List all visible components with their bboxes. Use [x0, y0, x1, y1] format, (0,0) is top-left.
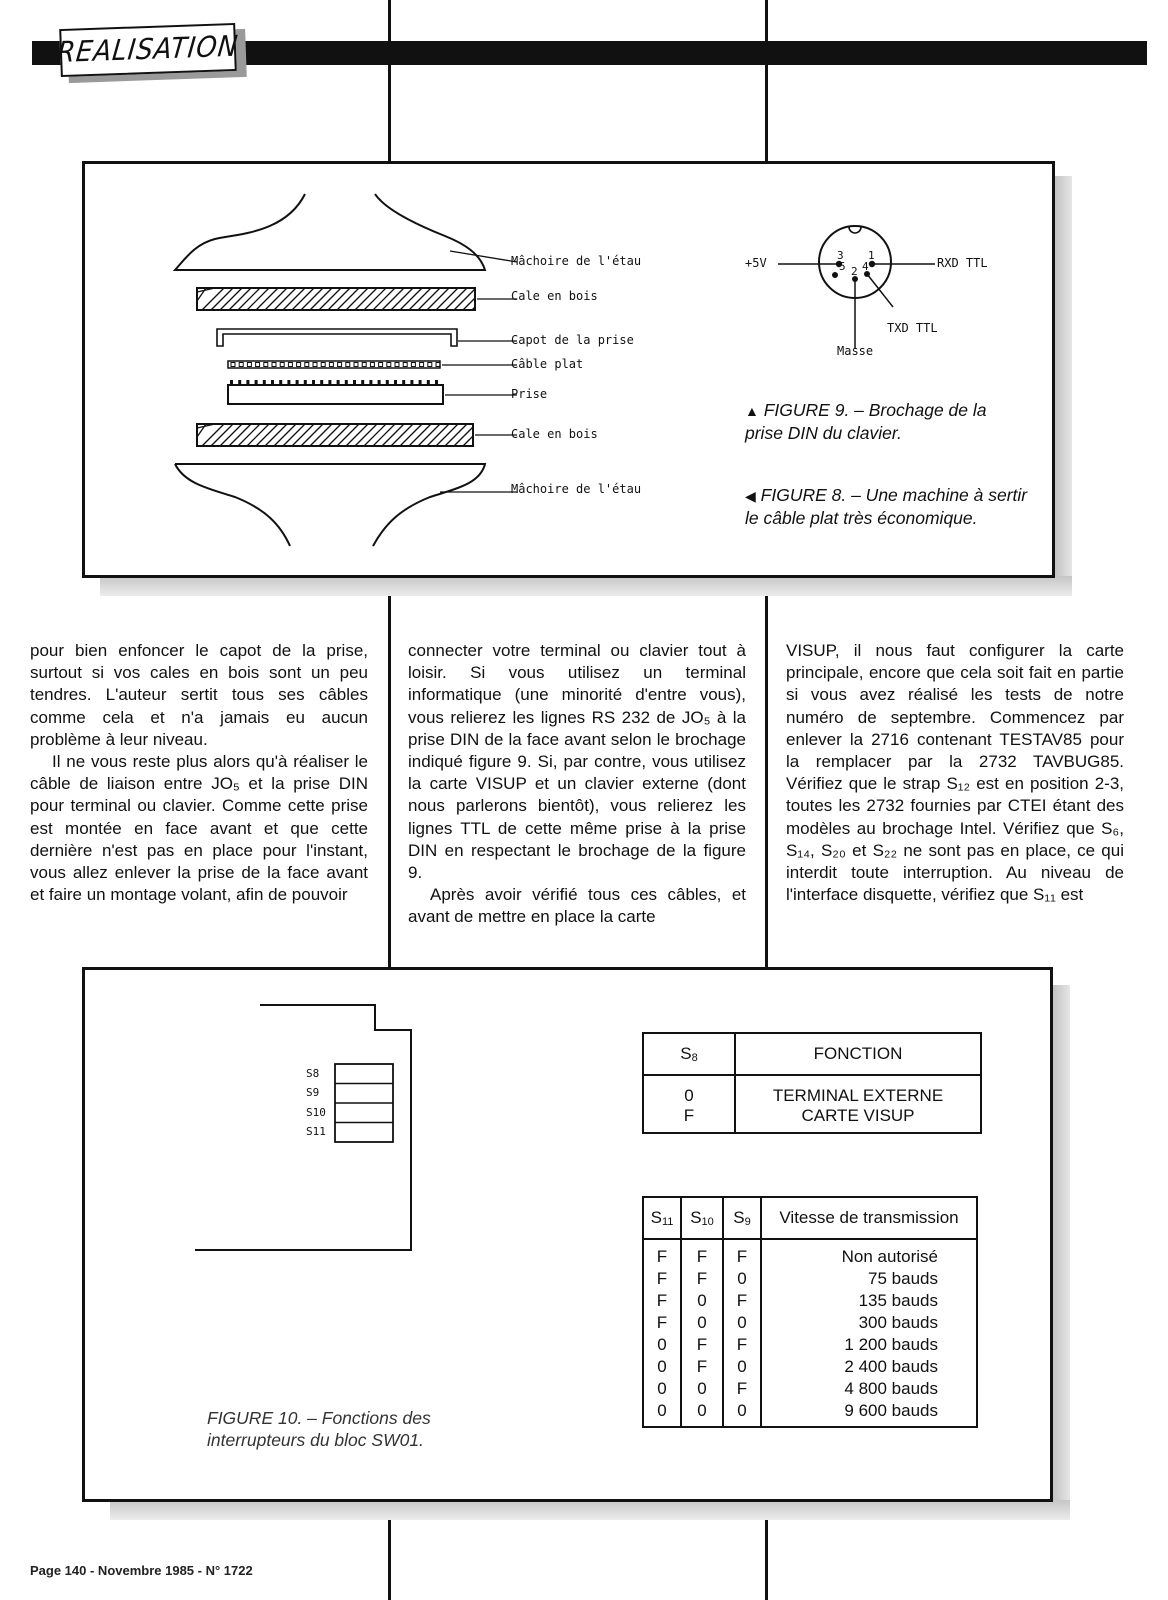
cell-s9: F: [723, 1378, 761, 1400]
switch-block-sw01: [335, 1064, 393, 1142]
cell-speed: 300 bauds: [761, 1312, 977, 1334]
cell-s11: F: [643, 1290, 681, 1312]
table-row: [643, 1268, 977, 1290]
cell-s11: 0: [643, 1356, 681, 1378]
label-cover: Capot de la prise: [511, 333, 634, 347]
cell-function: CARTE VISUP: [735, 1106, 981, 1133]
cell-s11: F: [643, 1239, 681, 1268]
vise-jaw-top: [175, 194, 485, 270]
figure-box-shadow-right: [1052, 176, 1072, 596]
figure-9-caption: [745, 399, 1025, 444]
cell-speed: 4 800 bauds: [761, 1378, 977, 1400]
column-rule-2-top: [765, 0, 768, 162]
cell-s10: 0: [681, 1378, 723, 1400]
cell-speed: 75 bauds: [761, 1268, 977, 1290]
baud-rate-table: [642, 1196, 978, 1428]
paragraph: Après avoir vérifié tous ces câbles, et avant de mettre en place la carte: [408, 885, 746, 927]
header-s9: $S_9$: [723, 1197, 761, 1239]
header-fonction: FONCTION: [735, 1033, 981, 1075]
cell-s10: 0: [681, 1312, 723, 1334]
cell-s8: 0: [643, 1075, 735, 1106]
cell-s10: 0: [681, 1400, 723, 1427]
cell-s9: F: [723, 1239, 761, 1268]
table-row: [643, 1075, 981, 1106]
pin-label-4: 4: [862, 260, 869, 273]
label-shim-top: Cale en bois: [511, 289, 598, 303]
cell-speed: Non autorisé: [761, 1239, 977, 1268]
figure-10-shadow-right: [1050, 985, 1070, 1520]
cell-speed: 2 400 bauds: [761, 1356, 977, 1378]
wood-shim-bottom: [197, 424, 473, 446]
table-row: [643, 1334, 977, 1356]
cell-s11: F: [643, 1268, 681, 1290]
wood-shim-top: [197, 288, 475, 310]
header-speed: Vitesse de transmission: [761, 1197, 977, 1239]
column-rule-1-mid: [388, 576, 391, 970]
header-s11: $S_{11}$: [643, 1197, 681, 1239]
article-column-2: [408, 640, 746, 929]
switch-label-s9: S9: [306, 1086, 320, 1099]
label-shim-bottom: Cale en bois: [511, 427, 598, 441]
figure-8-9-box: [82, 161, 1055, 578]
label-plus5v: +5V: [745, 256, 767, 270]
triangle-left-icon: ◀: [745, 488, 756, 504]
table-row: [643, 1400, 977, 1427]
cell-s9: 0: [723, 1356, 761, 1378]
cell-s10: F: [681, 1356, 723, 1378]
page-footer: Page 140 - Novembre 1985 - N° 1722: [30, 1563, 253, 1578]
cell-speed: 9 600 bauds: [761, 1400, 977, 1427]
pin-label-3: 3: [837, 249, 844, 262]
pin-5: [832, 272, 838, 278]
figure-9-caption-text: FIGURE 9. – Brochage de la prise DIN du clavier.: [745, 400, 987, 443]
label-flat-cable: Câble plat: [511, 357, 584, 371]
label-ground: Masse: [837, 344, 874, 358]
vise-jaw-bottom: [175, 464, 485, 546]
cell-s9: 0: [723, 1400, 761, 1427]
label-jaw-bottom: Mâchoire de l'étau: [511, 482, 642, 496]
cell-s11: 0: [643, 1334, 681, 1356]
cell-s8: F: [643, 1106, 735, 1133]
article-column-3: [786, 640, 1124, 906]
cell-s9: F: [723, 1334, 761, 1356]
header-s8: $S_8$: [643, 1033, 735, 1075]
cell-s11: F: [643, 1312, 681, 1334]
pin-label-5: 5: [839, 260, 846, 273]
section-label: [55, 23, 241, 77]
cell-s9: 0: [723, 1312, 761, 1334]
paragraph: Il ne vous reste plus alors qu'à réaliser le câble de liaison entre JO₅ et la prise DIN pour terminal ou clavier. Comme cette prise est montée en face avant et que cette dernière n'est pas en place pour l'instant, vous allez enlever la prise de la face avant et faire un montage volant, afin de pouvoir: [30, 752, 368, 905]
table-row: [643, 1290, 977, 1312]
figure-box-shadow-bottom: [100, 576, 1072, 596]
label-jaw-top: Mâchoire de l'étau: [511, 254, 642, 268]
table-row: [643, 1378, 977, 1400]
pin-label-1: 1: [868, 249, 875, 262]
socket: [228, 380, 443, 404]
table-row: [643, 1356, 977, 1378]
cell-s11: 0: [643, 1400, 681, 1427]
cell-function: TERMINAL EXTERNE: [735, 1075, 981, 1106]
figure-8-caption: [745, 484, 1030, 529]
figure-10-shadow-bottom: [110, 1500, 1070, 1520]
paragraph: VISUP, il nous faut configurer la carte principale, encore que cela soit fait en partie si vous avez réalisé les tests de notre numéro de septembre. Commencez par enlever la 2716 contenant TESTAV85 pour la remplacer par la 2732 TAVBUG85. Vérifiez que le strap S₁₂ est en position 2-3, toutes les 2732 fournies par CTEI étant des modèles au brochage Intel. Vérifiez que S₆, S₁₄, S₂₀ et S₂₂ ne sont pas en place, ce qui interdit toute interruption. Au niveau de l'interface disquette, vérifiez que S₁₁ est: [786, 641, 1124, 905]
cell-speed: 135 bauds: [761, 1290, 977, 1312]
table-row: [643, 1239, 977, 1268]
cell-s9: F: [723, 1290, 761, 1312]
sw01-board-outline: [85, 970, 425, 1270]
s8-function-table: [642, 1032, 982, 1134]
cell-s9: 0: [723, 1268, 761, 1290]
socket-cover: [217, 329, 457, 346]
table-header-row: [643, 1033, 981, 1075]
column-rule-1-top: [388, 0, 391, 162]
figure-10-box: [82, 967, 1053, 1502]
label-rxd-ttl: RXD TTL: [937, 256, 988, 270]
cell-s10: 0: [681, 1290, 723, 1312]
table-row: [643, 1106, 981, 1133]
paragraph: connecter votre terminal ou clavier tout à loisir. Si vous utilisez un terminal informatique (une minorité d'entre vous), vous relierez les lignes RS 232 de JO₅ à la prise DIN de la face avant selon le brochage indiqué figure 9. Si, par contre, vous utilisez la carte VISUP et un clavier externe (dont nous parlerons bientôt), vous relierez les lignes TTL de cette même prise à la prise DIN en respectant le brochage de la figure 9.: [408, 641, 746, 883]
cell-s10: F: [681, 1239, 723, 1268]
section-label-text: REALISATION: [55, 30, 241, 70]
paragraph: pour bien enfoncer le capot de la prise, surtout si vos cales en bois sont un peu tendres. L'auteur sertit tous ses câbles comme cela et n'a jamais eu aucun problème à leur niveau.: [30, 641, 368, 749]
label-socket: Prise: [511, 387, 548, 401]
figure-10-caption: FIGURE 10. – Fonctions des interrupteurs du bloc SW01.: [207, 1408, 431, 1450]
figure-8-caption-text: FIGURE 8. – Une machine à sertir le câble plat très économique.: [745, 485, 1028, 528]
table-header-row: [643, 1197, 977, 1239]
article-column-1: [30, 640, 368, 906]
cell-s10: F: [681, 1334, 723, 1356]
triangle-up-icon: ▲: [745, 403, 759, 419]
cell-s11: 0: [643, 1378, 681, 1400]
table-row: [643, 1312, 977, 1334]
column-rule-2-mid: [765, 576, 768, 970]
label-txd-ttl: TXD TTL: [887, 321, 938, 335]
switch-label-s8: S8: [306, 1067, 320, 1080]
cell-s10: F: [681, 1268, 723, 1290]
pin-label-2: 2: [851, 265, 858, 278]
cell-speed: 1 200 bauds: [761, 1334, 977, 1356]
switch-label-s10: S10: [306, 1106, 326, 1119]
switch-label-s11: S11: [306, 1125, 326, 1138]
header-s10: $S_{10}$: [681, 1197, 723, 1239]
figure-9-din-pinout: [745, 219, 1005, 369]
flat-cable: [228, 361, 440, 368]
